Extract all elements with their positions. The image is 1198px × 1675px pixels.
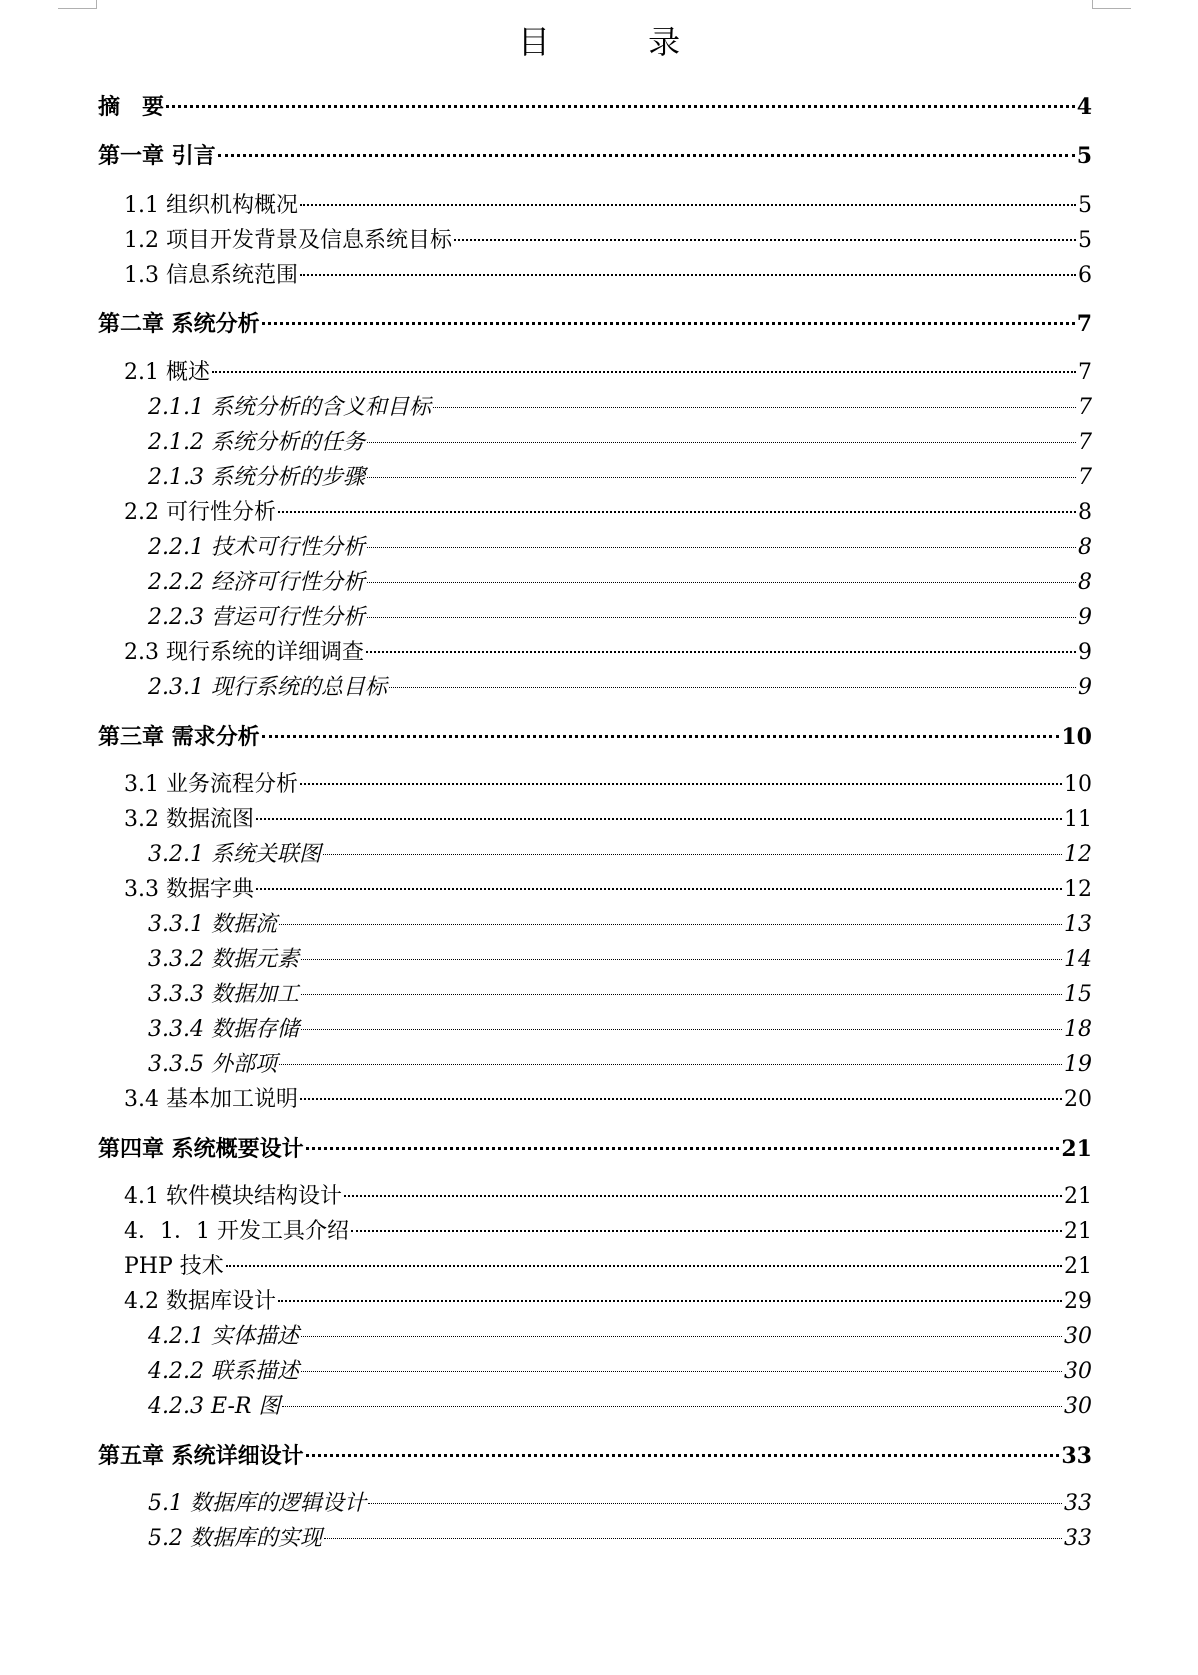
dot-leader	[300, 783, 1062, 785]
toc-entry[interactable]	[148, 391, 1092, 425]
toc-entry[interactable]	[124, 803, 1092, 837]
toc-entry[interactable]	[124, 1083, 1092, 1117]
dot-leader	[367, 582, 1076, 583]
toc-entry-title: 3.3.5 外部项	[148, 1052, 277, 1077]
toc-entry[interactable]	[148, 1048, 1092, 1082]
toc-entry[interactable]	[148, 671, 1092, 705]
toc-entry[interactable]	[98, 720, 1092, 754]
toc-entry[interactable]	[124, 873, 1092, 907]
toc-entry-title: 3.2.1 系统关联图	[148, 842, 321, 867]
toc-entry[interactable]	[98, 307, 1092, 341]
toc-entry-page: 5	[1078, 193, 1092, 218]
toc-entry[interactable]	[124, 224, 1092, 258]
toc-entry-page: 29	[1064, 1289, 1092, 1314]
toc-entry-title: 2.1 概述	[124, 360, 210, 385]
toc-entry[interactable]	[124, 1285, 1092, 1319]
dot-leader	[226, 1265, 1062, 1267]
toc-entry-page: 7	[1078, 430, 1092, 455]
toc-entry-title: 2.1.1 系统分析的含义和目标	[148, 395, 431, 420]
toc-entry-page: 9	[1078, 640, 1092, 665]
toc-entry[interactable]	[124, 1215, 1092, 1249]
dot-leader	[367, 477, 1076, 478]
toc-entry-page: 30	[1064, 1394, 1092, 1419]
toc-entry[interactable]	[148, 908, 1092, 942]
toc-entry-page: 9	[1078, 605, 1092, 630]
toc-entry-page: 18	[1064, 1017, 1092, 1042]
toc-entry[interactable]	[124, 189, 1092, 223]
dot-leader	[301, 994, 1062, 995]
dot-leader	[454, 239, 1076, 241]
dot-leader	[256, 888, 1062, 890]
toc-entry-page: 14	[1064, 947, 1092, 972]
dot-leader	[301, 1336, 1062, 1337]
dot-leader	[278, 511, 1076, 513]
dot-leader	[300, 204, 1076, 206]
toc-entry-title: 2.2.1 技术可行性分析	[148, 535, 365, 560]
dot-leader	[218, 154, 1075, 157]
toc-entry-title: PHP 技术	[124, 1254, 224, 1279]
toc-entry-title: 1.2 项目开发背景及信息系统目标	[124, 228, 452, 253]
dot-leader	[433, 407, 1076, 408]
dot-leader	[306, 1454, 1060, 1457]
toc-entry-page: 19	[1064, 1052, 1092, 1077]
toc-entry-title: 3.4 基本加工说明	[124, 1087, 298, 1112]
toc-entry-title: 3.3.3 数据加工	[148, 982, 299, 1007]
toc-entry-page: 5	[1076, 143, 1092, 169]
toc-entry-title: 4.2.3 E-R 图	[148, 1394, 281, 1419]
dot-leader	[256, 818, 1062, 820]
dot-leader	[300, 274, 1076, 276]
toc-entry-title: 摘 要	[98, 94, 165, 120]
dot-leader	[262, 735, 1060, 738]
toc-entry-page: 12	[1064, 842, 1092, 867]
dot-leader	[344, 1195, 1062, 1197]
toc-entry-title: 第三章 需求分析	[98, 724, 260, 750]
toc-entry[interactable]	[124, 356, 1092, 390]
toc-entry-title: 2.2 可行性分析	[124, 500, 276, 525]
toc-entry[interactable]	[124, 496, 1092, 530]
toc-entry-title: 第五章 系统详细设计	[98, 1443, 304, 1469]
toc-entry[interactable]	[148, 1320, 1092, 1354]
toc-entry-title: 3.3.2 数据元素	[148, 947, 299, 972]
toc-entry-page: 8	[1078, 500, 1092, 525]
toc-entry-title: 2.3 现行系统的详细调查	[124, 640, 364, 665]
toc-entry[interactable]	[148, 601, 1092, 635]
toc-entry[interactable]	[148, 566, 1092, 600]
toc-entry[interactable]	[98, 139, 1092, 173]
toc-entry-title: 1.1 组织机构概况	[124, 193, 298, 218]
crop-mark-top-right	[1092, 0, 1131, 9]
toc-entry[interactable]	[148, 1487, 1092, 1521]
toc-entry-page: 30	[1064, 1359, 1092, 1384]
dot-leader	[282, 1406, 1062, 1407]
toc-entry[interactable]	[124, 768, 1092, 802]
toc-entry-title: 4.1 软件模块结构设计	[124, 1184, 342, 1209]
dot-leader	[351, 1230, 1062, 1232]
toc-entry-page: 7	[1078, 360, 1092, 385]
toc-entry[interactable]	[98, 1132, 1092, 1166]
dot-leader	[323, 854, 1062, 855]
dot-leader	[279, 1064, 1062, 1065]
toc-entry[interactable]	[148, 1013, 1092, 1047]
dot-leader	[301, 1371, 1062, 1372]
toc-entry[interactable]	[148, 838, 1092, 872]
dot-leader	[212, 371, 1076, 373]
toc-entry-page: 33	[1064, 1526, 1092, 1551]
toc-entry-title: 2.2.2 经济可行性分析	[148, 570, 365, 595]
toc-entry-title: 2.2.3 营运可行性分析	[148, 605, 365, 630]
dot-leader	[300, 1098, 1062, 1100]
toc-entry-page: 33	[1064, 1491, 1092, 1516]
toc-entry-title: 5.2 数据库的实现	[148, 1526, 322, 1551]
toc-entry-page: 15	[1064, 982, 1092, 1007]
toc-entry[interactable]	[124, 1250, 1092, 1284]
toc-entry-title: 3.3 数据字典	[124, 877, 254, 902]
toc-entry[interactable]	[124, 1180, 1092, 1214]
toc-entry[interactable]	[148, 978, 1092, 1012]
toc-entry-title: 3.3.4 数据存储	[148, 1017, 299, 1042]
toc-entry-title: 第二章 系统分析	[98, 311, 260, 337]
dot-leader	[301, 1029, 1062, 1030]
toc-entry[interactable]	[98, 90, 1092, 124]
toc-entry-title: 3.1 业务流程分析	[124, 772, 298, 797]
dot-leader	[279, 924, 1062, 925]
toc-entry-page: 13	[1064, 912, 1092, 937]
toc-entry[interactable]	[98, 1439, 1092, 1473]
toc-entry-title: 5.1 数据库的逻辑设计	[148, 1491, 366, 1516]
dot-leader	[262, 322, 1075, 325]
toc-entry-page: 7	[1078, 465, 1092, 490]
toc-entry-page: 30	[1064, 1324, 1092, 1349]
toc-entry-title: 第四章 系统概要设计	[98, 1136, 304, 1162]
toc-entry-page: 11	[1064, 807, 1092, 832]
toc-entry[interactable]	[148, 1390, 1092, 1424]
toc-entry-title: 2.1.3 系统分析的步骤	[148, 465, 365, 490]
toc-entry-page: 21	[1061, 1136, 1092, 1162]
toc-entry-page: 4	[1076, 94, 1092, 120]
toc-entry-title: 1.3 信息系统范围	[124, 263, 298, 288]
toc-title: 目 录	[517, 23, 725, 61]
toc-entry[interactable]	[148, 461, 1092, 495]
toc-entry-title: 2.1.2 系统分析的任务	[148, 430, 365, 455]
toc-entry-title: 3.2 数据流图	[124, 807, 254, 832]
toc-entry-page: 10	[1064, 772, 1092, 797]
toc-entry-title: 4.2 数据库设计	[124, 1289, 276, 1314]
toc-entry-title: 第一章 引言	[98, 143, 216, 169]
toc-entry[interactable]	[148, 1355, 1092, 1389]
toc-entry[interactable]	[124, 259, 1092, 293]
toc-entry[interactable]	[124, 636, 1092, 670]
toc-entry-page: 20	[1064, 1087, 1092, 1112]
toc-entry-page: 21	[1064, 1184, 1092, 1209]
toc-entry-title: 4.2.2 联系描述	[148, 1359, 299, 1384]
dot-leader	[368, 1503, 1062, 1504]
dot-leader	[166, 105, 1075, 108]
crop-mark-top-left	[58, 0, 97, 9]
toc-entry-title: 2.3.1 现行系统的总目标	[148, 675, 387, 700]
toc-entry-page: 33	[1061, 1443, 1092, 1469]
toc-entry-page: 8	[1078, 535, 1092, 560]
toc-entry-page: 6	[1078, 263, 1092, 288]
toc-entry-title: 4．1．1 开发工具介绍	[124, 1219, 349, 1244]
toc-entry-title: 3.3.1 数据流	[148, 912, 277, 937]
dot-leader	[366, 651, 1076, 653]
dot-leader	[367, 547, 1076, 548]
toc-entry[interactable]	[148, 531, 1092, 565]
dot-leader	[324, 1538, 1062, 1539]
toc-entry[interactable]	[148, 943, 1092, 977]
toc-entry-page: 9	[1078, 675, 1092, 700]
dot-leader	[389, 687, 1076, 688]
toc-entry-page: 7	[1076, 311, 1092, 337]
dot-leader	[367, 617, 1076, 618]
toc-entry-page: 21	[1064, 1219, 1092, 1244]
toc-entry-page: 10	[1061, 724, 1092, 750]
toc-entry-page: 7	[1078, 395, 1092, 420]
toc-entry-page: 21	[1064, 1254, 1092, 1279]
toc-entry[interactable]	[148, 1522, 1092, 1556]
dot-leader	[278, 1300, 1062, 1302]
toc-entry[interactable]	[148, 426, 1092, 460]
dot-leader	[301, 959, 1062, 960]
toc-entry-title: 4.2.1 实体描述	[148, 1324, 299, 1349]
toc-entry-page: 12	[1064, 877, 1092, 902]
toc-entry-page: 8	[1078, 570, 1092, 595]
toc-entry-page: 5	[1078, 228, 1092, 253]
dot-leader	[367, 442, 1076, 443]
dot-leader	[306, 1147, 1060, 1150]
